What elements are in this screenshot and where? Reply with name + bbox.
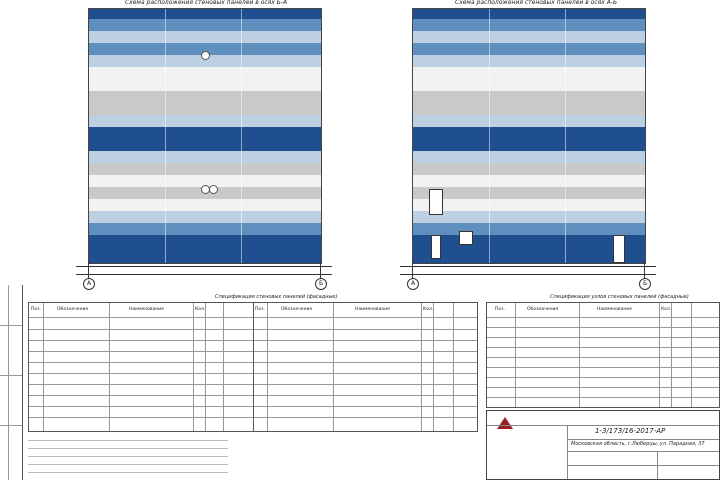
header-designation: Обозначение (57, 307, 89, 312)
sheet-address: Московская область, г.Люберцы, ул. Парадная, 37 (571, 441, 705, 447)
facade-left (88, 8, 322, 264)
facade-right-axis-left: А (407, 278, 419, 290)
header-qty: Кол. (195, 307, 206, 312)
header-pos: Поз. (255, 307, 265, 312)
header-designation: Обозначение (527, 307, 559, 312)
door-opening (613, 235, 625, 263)
window-opening (429, 189, 443, 215)
general-notes (28, 434, 268, 478)
header-name: Наименование (597, 307, 632, 312)
facade-left-title: Схема расположения стеновых панелей в осях Б-А (125, 0, 288, 6)
panels-table-title: Спецификация стеновых панелей (фасадные) (215, 294, 338, 300)
company-logo (497, 417, 513, 429)
header-pos: Поз. (31, 307, 41, 312)
facade-right-title: Схема расположения стеновых панелей в осях А-Б (455, 0, 618, 6)
header-name: Наименование (129, 307, 164, 312)
title-block (486, 410, 720, 480)
window-opening (459, 231, 473, 245)
header-designation: Обозначение (281, 307, 313, 312)
facade-left-axis-left: А (83, 278, 95, 290)
elements-table-title: Спецификация узлов стеновых панелей (фасадные) (550, 294, 689, 300)
left-binding-strip (0, 285, 23, 480)
elements-table (486, 302, 720, 408)
header-qty: Кол. (661, 307, 672, 312)
facade-right-axis-right: Б (639, 278, 651, 290)
header-qty: Кол. (423, 307, 434, 312)
header-name: Наименование (355, 307, 390, 312)
facade-right (412, 8, 646, 264)
sheet-code: 1-3/173/16-2017-АР (595, 427, 666, 435)
panels-table (28, 302, 478, 432)
header-pos: Поз. (495, 307, 505, 312)
window-opening (431, 235, 441, 259)
facade-left-axis-right: Б (315, 278, 327, 290)
